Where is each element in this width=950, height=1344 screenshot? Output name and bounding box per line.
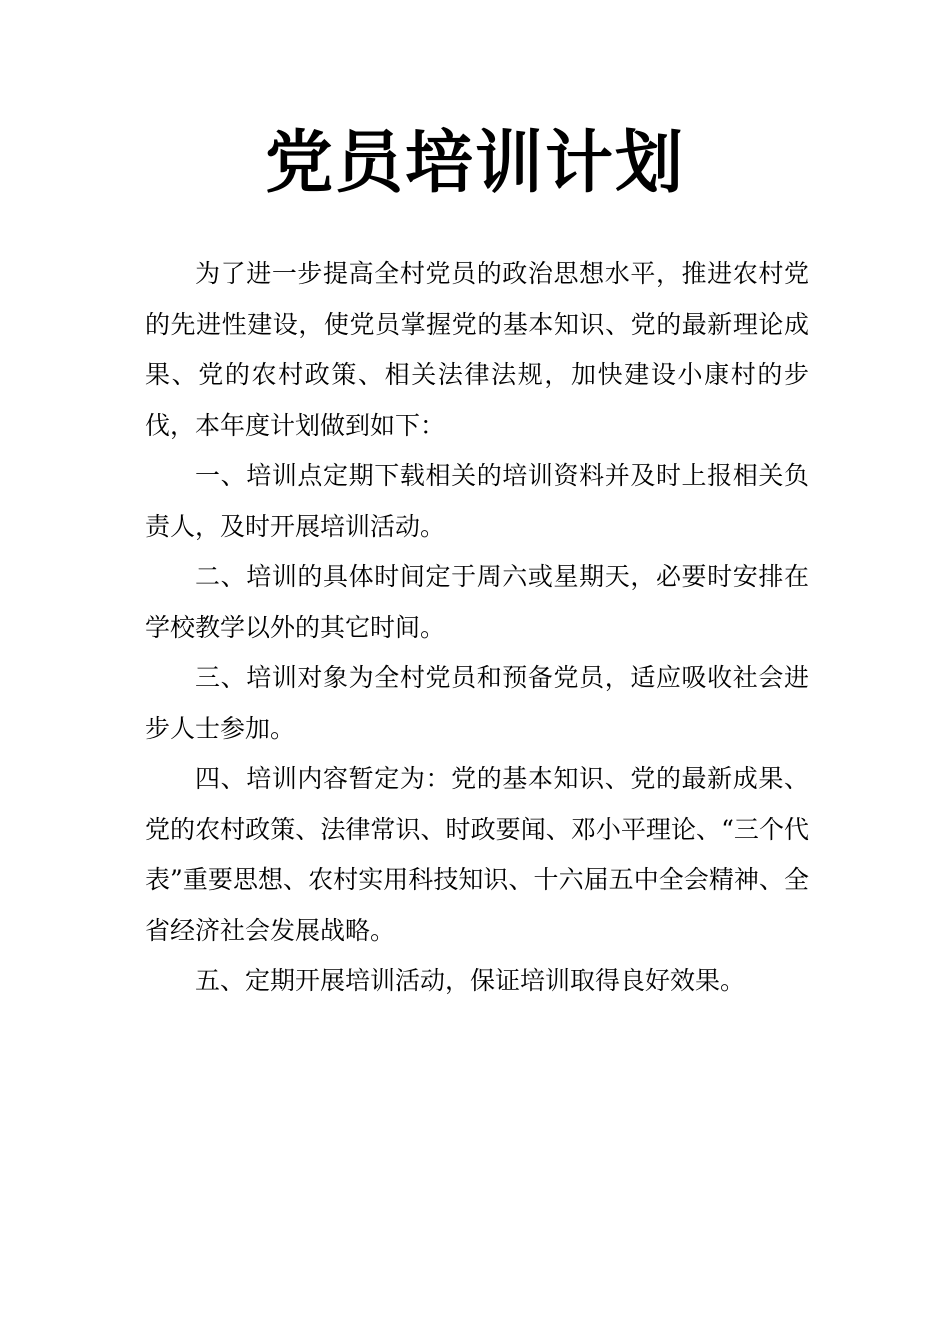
document-title: 党员培训计划 — [264, 123, 685, 203]
plan-item-5: 五、定期开展培训活动，保证培训取得良好效果。 — [195, 966, 746, 995]
plan-item-2: 二、培训的具体时间定于周六或星期天，必要时安排在学校教学以外的其它时间。 — [145, 562, 809, 642]
intro-paragraph: 为了进一步提高全村党员的政治思想水平，推进农村党的先进性建设，使党员掌握党的基本知识、党的最新理论成果、党的农村政策、相关法律法规，加快建设小康村的步伐，本年度计划做到如下： — [145, 259, 809, 440]
plan-item-4: 四、培训内容暂定为：党的基本知识、党的最新成果、党的农村政策、法律常识、时政要闻、邓小平理论、“三个代表”重要思想、农村实用科技知识、十六届五中全会精神、全省经济社会发展战略。 — [145, 764, 809, 945]
plan-item-3: 三、培训对象为全村党员和预备党员，适应吸收社会进步人士参加。 — [145, 663, 809, 743]
document-body — [145, 249, 809, 1007]
plan-item-1: 一、培训点定期下载相关的培训资料并及时上报相关负责人，及时开展培训活动。 — [145, 461, 809, 541]
